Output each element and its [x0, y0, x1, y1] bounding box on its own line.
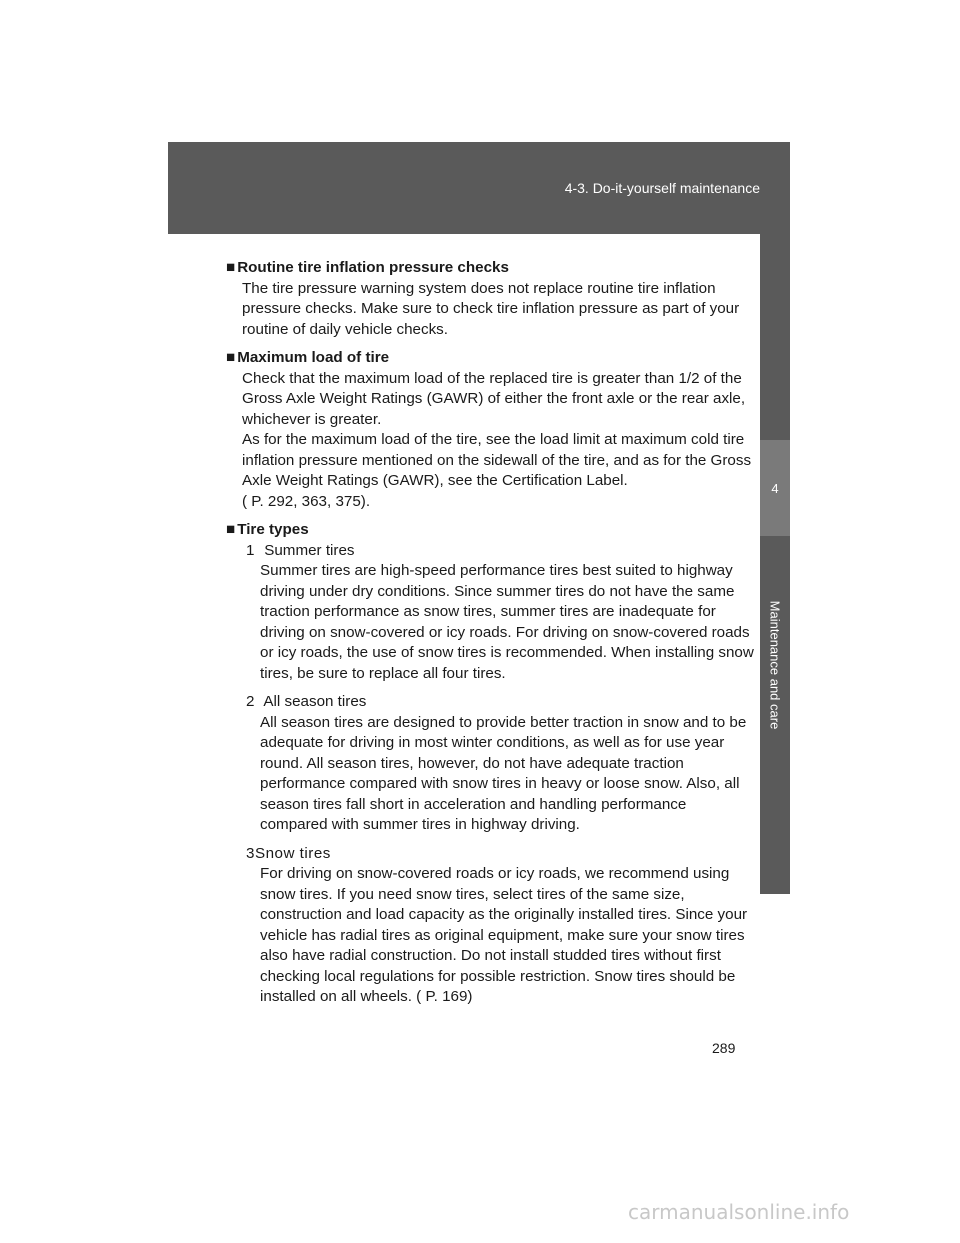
- page-content: [226, 258, 756, 1016]
- list-item-body: All season tires are designed to provide better traction in snow and to be adequate for driving in most winter conditions, as well as for use year round. All season tires, however, do not have adequate traction performance compared with snow tires in heavy or loose snow. Also, all season tires fall short in acceleration and handling performance compared with summer tires in highway driving.: [260, 713, 747, 833]
- bullet-square-icon: ■: [226, 349, 236, 366]
- page-number: 289: [712, 1040, 736, 1056]
- paragraph: As for the maximum load of the tire, see the load limit at maximum cold tire inflation pressure mentioned on the sidewall of the tire, and as for the Gross Axle Weight Ratings (GAWR), see the Certification Label.: [242, 431, 752, 489]
- page-reference: ( P. 292, 363, 375).: [242, 492, 371, 510]
- section-routine-checks: [226, 258, 756, 340]
- chapter-label: Maintenance and care: [767, 600, 783, 730]
- list-item-title: 1 Summer tires: [246, 541, 355, 559]
- chapter-label-tab: [760, 570, 790, 760]
- paragraph: The tire pressure warning system does not replace routine tire inflation pressure checks. Make sure to check tire inflation pressure as part of your routine of daily vehicle checks.: [242, 279, 740, 338]
- bullet-square-icon: ■: [226, 259, 236, 276]
- list-item-title: 3Snow tires: [246, 844, 331, 862]
- section-tire-types: [226, 520, 756, 1008]
- section-heading: ■ Routine tire inflation pressure checks: [226, 259, 509, 276]
- side-tab: [760, 234, 790, 894]
- bullet-square-icon: ■: [226, 521, 236, 538]
- chapter-number-tab: [760, 440, 790, 536]
- section-title: 4-3. Do-it-yourself maintenance: [564, 180, 760, 196]
- header-bar: [168, 142, 790, 234]
- section-maximum-load: [226, 348, 756, 512]
- list-item-body: For driving on snow-covered roads or icy roads, we recommend using snow tires. If you need snow tires, select tires of the same size, construction and load capacity as the originally installed tires. Since your vehicle has radial tires as original equipment, make sure your snow tires also have radial construction. Do not install studded tires without first checking local regulations for possible restriction. Snow tires should be installed on all wheels. ( P. 169): [260, 865, 748, 1005]
- list-item-title: 2 All season tires: [246, 693, 367, 710]
- list-item-body: Summer tires are high-speed performance tires best suited to highway driving under dry conditions. Since summer tires do not have the same traction performance as snow tires, summer tires are inadequate for driving on snow-covered or icy roads. For driving on snow-covered roads or icy roads, the use of snow tires is recommended. When installing snow tires, be sure to replace all four tires.: [260, 562, 754, 682]
- section-heading: ■ Tire types: [226, 521, 309, 538]
- chapter-number: 4: [771, 481, 779, 496]
- section-heading: ■ Maximum load of tire: [226, 349, 390, 366]
- watermark: carmanualsonline.info: [628, 1200, 850, 1224]
- paragraph: Check that the maximum load of the replaced tire is greater than 1/2 of the Gross Axle Weight Ratings (GAWR) of either the front axle or the rear axle, whichever is greater.: [242, 369, 746, 428]
